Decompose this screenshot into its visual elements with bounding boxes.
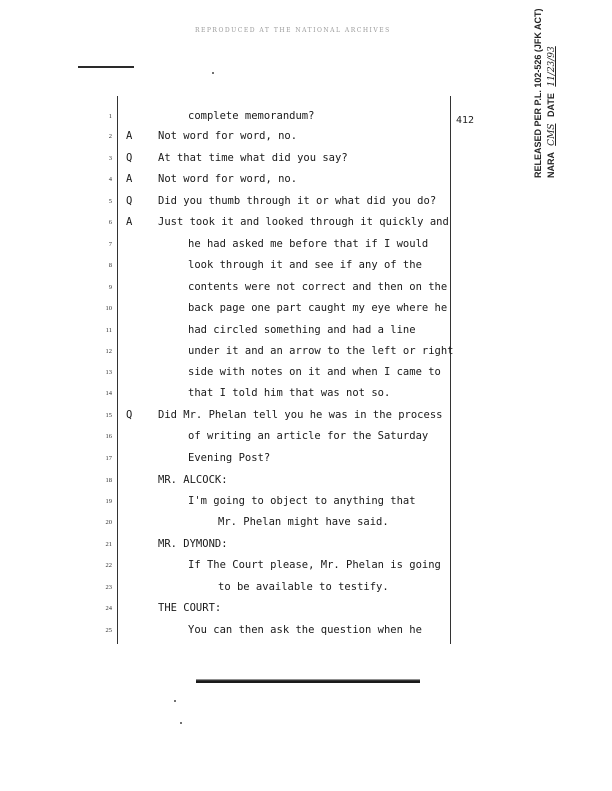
- line-number: 25: [105, 627, 112, 634]
- line-number: 17: [105, 455, 112, 462]
- transcript-line: under it and an arrow to the left or right: [188, 345, 454, 357]
- line-number: 9: [108, 284, 112, 291]
- transcript-line: back page one part caught my eye where he: [188, 302, 448, 314]
- line-number: 3: [108, 155, 112, 162]
- transcript-line: that I told him that was not so.: [188, 387, 391, 399]
- transcript-line: look through it and see if any of the: [188, 259, 422, 271]
- line-number: 23: [105, 584, 112, 591]
- line-number: 19: [105, 498, 112, 505]
- transcript-line: You can then ask the question when he: [188, 624, 422, 636]
- line-number: 8: [108, 262, 112, 269]
- line-number: 15: [105, 412, 112, 419]
- line-number: 12: [105, 348, 112, 355]
- transcript-line: MR. ALCOCK:: [158, 474, 228, 486]
- transcript-line: of writing an article for the Saturday: [188, 430, 429, 442]
- transcript-line: Mr. Phelan might have said.: [218, 516, 389, 528]
- line-number: 20: [105, 519, 112, 526]
- transcript-line: If The Court please, Mr. Phelan is going: [188, 559, 441, 571]
- page-number: 412: [456, 115, 475, 126]
- transcript-line: Just took it and looked through it quickly and: [158, 216, 449, 228]
- speaker-label: A: [126, 130, 133, 142]
- line-number: 1: [108, 113, 112, 120]
- transcript-line: I'm going to object to anything that: [188, 495, 416, 507]
- line-number: 6: [108, 219, 112, 226]
- archive-header: REPRODUCED AT THE NATIONAL ARCHIVES: [195, 27, 391, 34]
- transcript-line: side with notes on it and when I came to: [188, 366, 441, 378]
- transcript-line: to be available to testify.: [218, 581, 389, 593]
- transcript-line: At that time what did you say?: [158, 152, 348, 164]
- line-number: 11: [105, 327, 112, 334]
- line-number: 14: [105, 390, 112, 397]
- line-number: 22: [105, 562, 112, 569]
- scan-speck: [180, 722, 182, 724]
- nara-label: NARA: [546, 152, 556, 178]
- release-stamp-line: RELEASED PER P.L. 102-526 (JFK ACT): [533, 8, 543, 178]
- transcript-line: Evening Post?: [188, 452, 271, 464]
- line-number: 16: [105, 433, 112, 440]
- speaker-label: A: [126, 173, 133, 185]
- scan-mark-top: [78, 66, 134, 68]
- line-number: 21: [105, 541, 112, 548]
- date-label: DATE: [546, 93, 556, 118]
- release-stamp-nara-line: [545, 8, 559, 178]
- transcript-line: THE COURT:: [158, 602, 222, 614]
- transcript-line: Did you thumb through it or what did you do?: [158, 195, 437, 207]
- line-number: 24: [105, 605, 112, 612]
- line-number: 18: [105, 477, 112, 484]
- transcript-line: complete memorandum?: [188, 110, 315, 122]
- speaker-label: Q: [126, 195, 133, 207]
- transcript-line: Not word for word, no.: [158, 173, 298, 185]
- transcript-line: Did Mr. Phelan tell you he was in the process: [158, 409, 443, 421]
- transcript-line: he had asked me before that if I would: [188, 238, 429, 250]
- reviewer-signature: CMS: [547, 123, 557, 146]
- speaker-label: Q: [126, 409, 133, 421]
- line-number: 7: [108, 241, 112, 248]
- transcript-line: Not word for word, no.: [158, 130, 298, 142]
- scan-speck: [174, 700, 176, 702]
- scan-speck: [212, 72, 214, 74]
- scan-mark-bottom: [196, 679, 420, 683]
- speaker-label: Q: [126, 152, 133, 164]
- line-number: 2: [108, 133, 112, 140]
- speaker-label: A: [126, 216, 133, 228]
- transcript-line: had circled something and had a line: [188, 324, 416, 336]
- line-number: 5: [108, 198, 112, 205]
- line-number: 10: [105, 305, 112, 312]
- line-number: 4: [108, 176, 112, 183]
- line-number: 13: [105, 369, 112, 376]
- release-date: 11/23/93: [547, 46, 557, 87]
- transcript-line: MR. DYMOND:: [158, 538, 228, 550]
- transcript-line: contents were not correct and then on the: [188, 281, 448, 293]
